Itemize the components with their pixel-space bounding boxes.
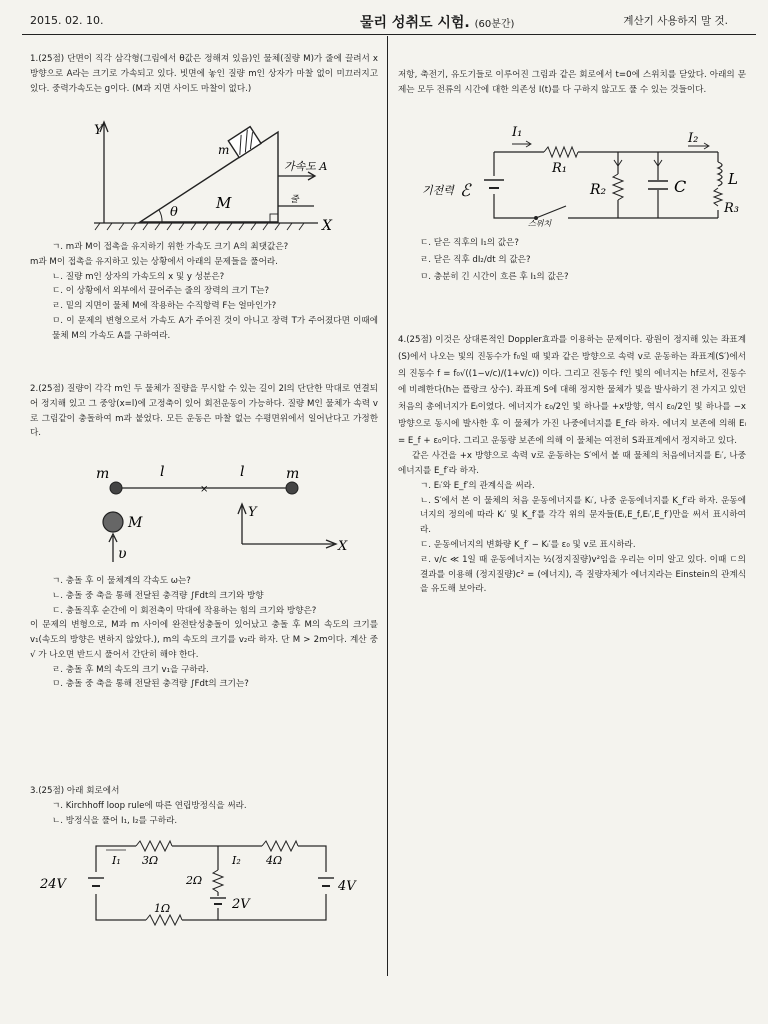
- exam-duration: (60분간): [474, 19, 515, 30]
- q1-lead: m과 M이 접촉을 유지하고 있는 상황에서 아래의 문제들을 풀어라.: [30, 256, 278, 267]
- mass-M: [103, 512, 123, 532]
- r2-label: R₂: [590, 182, 607, 198]
- emf-text: 기전력: [422, 184, 454, 197]
- q2-subquestions: [30, 574, 378, 692]
- q3b-rlc-circuit-figure: [418, 122, 748, 234]
- q3-a: ㄱ. Kirchhoff loop rule에 따른 연립방정식을 써라.: [52, 800, 247, 811]
- q1-c: ㄷ. 이 상황에서 외부에서 끌어주는 줄의 장력의 크기 T는?: [52, 286, 270, 297]
- r2-label: 4Ω: [266, 854, 283, 867]
- question-1: [30, 52, 378, 96]
- box-m-label: m: [218, 143, 230, 157]
- l2-label: l: [240, 464, 245, 480]
- m1-label: m: [96, 466, 110, 482]
- i1-label: I₁: [512, 125, 523, 140]
- q2-y-label: Y: [248, 505, 257, 520]
- l-label: L: [728, 170, 738, 188]
- q4-c: ㄷ. 운동에너지의 변화량 K_f′ − Kᵢ′를 ε₀ 및 v로 표시하라.: [420, 539, 636, 550]
- c-label: C: [674, 177, 687, 196]
- block-M-label: M: [216, 194, 232, 212]
- q1-intro: 1.(25점) 단면이 직각 삼각형(그림에서 θ값은 정해져 있음)인 물체(질량 M)가 줄에 끌려서 x방향으로 A라는 크기로 가속되고 있다. 빗면에 놓인 질량 m인 상자가 마찰 없이 미끄러지고 있다. 중력가속도는 g이다. (M과 지면 사이도 마찰이 없다.): [30, 54, 378, 94]
- q3b-intro: 저항, 축전기, 유도기들로 이루어진 그림과 같은 회로에서 t=0에 스위치를 닫았다. 아래의 문제는 모두 전류의 시간에 대한 의존성 I(t)를 다 구하지 않고도 풀 수 있는 것들이다.: [398, 70, 746, 95]
- emf-symbol: ℰ: [460, 181, 471, 201]
- q4-d: ㄹ. v/c ≪ 1일 때 운동에너지는 ½(정지질량)v²임을 우리는 이미 알고 있다. 이때 ㄷ의 결과를 이용해 (정지질량)c² = (에너지), 즉 질량자체가 에너지라는 Einstein의 관계식을 유도해 보아라.: [420, 554, 746, 595]
- question-3: [30, 784, 378, 828]
- mass-m-right: [286, 482, 298, 494]
- q3b-d: ㄹ. 닫은 직후 dI₂/dt 의 값은?: [420, 254, 531, 265]
- q1-e: ㅁ. 이 문제의 변형으로서 가속도 A가 주어진 것이 아니고 장력 T가 주어졌다면 이때에 물체 M의 가속도 A를 구하여라.: [52, 315, 378, 341]
- exam-title: [360, 11, 514, 35]
- q1-incline-figure: [78, 118, 348, 240]
- velocity-label: υ: [118, 546, 127, 562]
- q3-b: ㄴ. 방정식을 풀어 I₁, I₂를 구하라.: [52, 815, 178, 826]
- r1-label: R₁: [552, 161, 567, 176]
- q1-a: ㄱ. m과 M이 접촉을 유지하기 위한 가속도 크기 A의 최댓값은?: [52, 242, 289, 252]
- header-rule: [22, 34, 756, 35]
- acceleration-label: 가속도 A: [284, 160, 328, 173]
- y-axis-label: Y: [94, 123, 103, 138]
- q3b-e: ㅁ. 충분히 긴 시간이 흐른 후 I₁의 값은?: [420, 271, 569, 282]
- q2-e: ㅁ. 충돌 중 축을 통해 전달된 충격량 ∫Fdt의 크기는?: [52, 679, 249, 690]
- exam-date: 2015. 02. 10.: [30, 14, 104, 27]
- r-mid-label: 2Ω: [186, 874, 203, 887]
- q3b-c: ㄷ. 닫은 직후의 I₁의 값은?: [420, 238, 519, 248]
- x-axis-label: X: [322, 218, 332, 234]
- i2-label: I₂: [232, 854, 241, 867]
- r1-label: 3Ω: [142, 854, 159, 867]
- v-right-label: 4V: [338, 879, 356, 894]
- q4-p1: 4.(25점) 이것은 상대론적인 Doppler효과를 이용하는 문제이다. 광원이 정지해 있는 좌표계(S)에서 나오는 빛의 진동수가 f₀일 때 빛과 같은 방향으로 속력 v로 운동하는 좌표계(S′)에서의 진동수 f = f₀√((1−v/c)/(1+v/c)) 이다. 그리고 진동수 f인 빛의 에너지는 hf로서, 진동수에 비례한다(h는 플랑크 상수). 좌표계 S에 대해 정지한 물체가 빛을 발사하기 전 가지고 있던 처음의 총에너지가 Eᵢ이였다. 에너지가 ε₀/2인 빛 하나를 +x방향, 역시 ε₀/2인 빛 하나를 −x방향으로 동시에 발사한 후 이 물체가 가진 나중에너지를 E_f라 하자. 에너지 보존에 의해 Eᵢ = E_f + ε₀이다. 그리고 운동량 보존에 의해 이 물체는 여전히 S좌표계에서 정지하고 있다.: [398, 335, 746, 446]
- v-left-label: 24V: [40, 877, 66, 892]
- q2-x-label: X: [338, 539, 348, 554]
- q2-d: ㄹ. 충돌 후 M의 속도의 크기 v₁을 구하라.: [52, 664, 209, 675]
- r3-label: R₃: [724, 201, 739, 216]
- r-bot-label: 1Ω: [154, 902, 171, 915]
- q4-a: ㄱ. Eᵢ′와 E_f′의 관계식을 써라.: [420, 480, 535, 491]
- q4-p2: 같은 사건을 +x 방향으로 속력 v로 운동하는 S′에서 볼 때 물체의 처음에너지를 Eᵢ′, 나중에너지를 E_f′라 하자.: [398, 451, 746, 477]
- box-m: [228, 127, 261, 158]
- circuit-loop: [96, 846, 326, 920]
- left-wire: [494, 152, 536, 218]
- right-angle-mark: [270, 214, 278, 222]
- rope-label: 줄: [290, 195, 299, 205]
- i2-label: I₂: [688, 131, 699, 146]
- title-text: 물리 성취도 시험.: [360, 15, 470, 31]
- q2-intro: 2.(25점) 질량이 각각 m인 두 물체가 질량을 무시할 수 있는 길이 2l의 단단한 막대로 연결되어 정지해 있고 그 중앙(x=l)에 고정축이 있어 회전운동이 가능하다. 질량 M인 물체가 속력 v로 그림같이 충돌하여 m과 붙었다. 모든 운동은 마찰 없는 수평면위에서 일어난다고 가정한다.: [30, 384, 378, 439]
- pivot-mark: ×: [200, 484, 209, 495]
- q2-rod-figure: [90, 462, 370, 572]
- q2-lead: 이 문제의 변형으로, M과 m 사이에 완전탄성충돌이 있어났고 충돌 후 M의 속도의 크기를 v₁(속도의 방향은 변하지 않았다.), m의 속도의 크기를 v₂라 하자. 단 M > 2m이다. 계산 중 √ 가 나오면 반드시 풀어서 간단히 해야 한다.: [30, 620, 378, 660]
- q4-b: ㄴ. S′에서 본 이 물체의 처음 운동에너지를 Kᵢ′, 나중 운동에너지를 K_f′라 하자. 운동에너지의 정의에 따라 Kᵢ′ 및 K_f′를 각각 위의 문자들(Eᵢ,E_f,Eᵢ′,E_f′)만을 써서 표시하여라.: [420, 495, 746, 536]
- angle-arc: [159, 210, 162, 222]
- switch-label: 스위치: [528, 219, 552, 228]
- q3b-subquestions: [398, 236, 746, 284]
- q3-circuit-figure: [36, 836, 376, 936]
- q3-intro: 3.(25점) 아래 회로에서: [30, 786, 120, 796]
- calculator-note: 계산기 사용하지 말 것.: [623, 15, 728, 27]
- column-divider: [387, 36, 388, 976]
- ground-hatching: [95, 223, 304, 230]
- q1-d: ㄹ. 밑의 지면이 물체 M에 작용하는 수직항력 F는 얼마인가?: [52, 301, 277, 312]
- v-mid-label: 2V: [232, 897, 250, 912]
- m2-label: m: [286, 466, 300, 482]
- theta-label: θ: [170, 205, 178, 220]
- mass-m-left: [110, 482, 122, 494]
- q2-c: ㄷ. 충돌직후 순간에 이 회전축이 막대에 작용하는 힘의 크기와 방향은?: [52, 605, 317, 616]
- switch: [536, 206, 566, 218]
- i1-label: I₁: [112, 854, 121, 867]
- q1-b: ㄴ. 질량 m인 상자의 가속도의 x 및 y 성분은?: [52, 271, 225, 282]
- l1-label: l: [160, 464, 165, 480]
- mass-M-label: M: [128, 515, 143, 531]
- q2-b: ㄴ. 충돌 중 축을 통해 전달된 충격량 ∫Fdt의 크기와 방향: [52, 590, 264, 601]
- q1-subquestions: [30, 240, 378, 343]
- question-3-continued: [398, 68, 746, 98]
- q2-a: ㄱ. 충돌 후 이 물체계의 각속도 ω는?: [52, 576, 191, 586]
- question-2: [30, 382, 378, 441]
- question-4: [398, 332, 746, 597]
